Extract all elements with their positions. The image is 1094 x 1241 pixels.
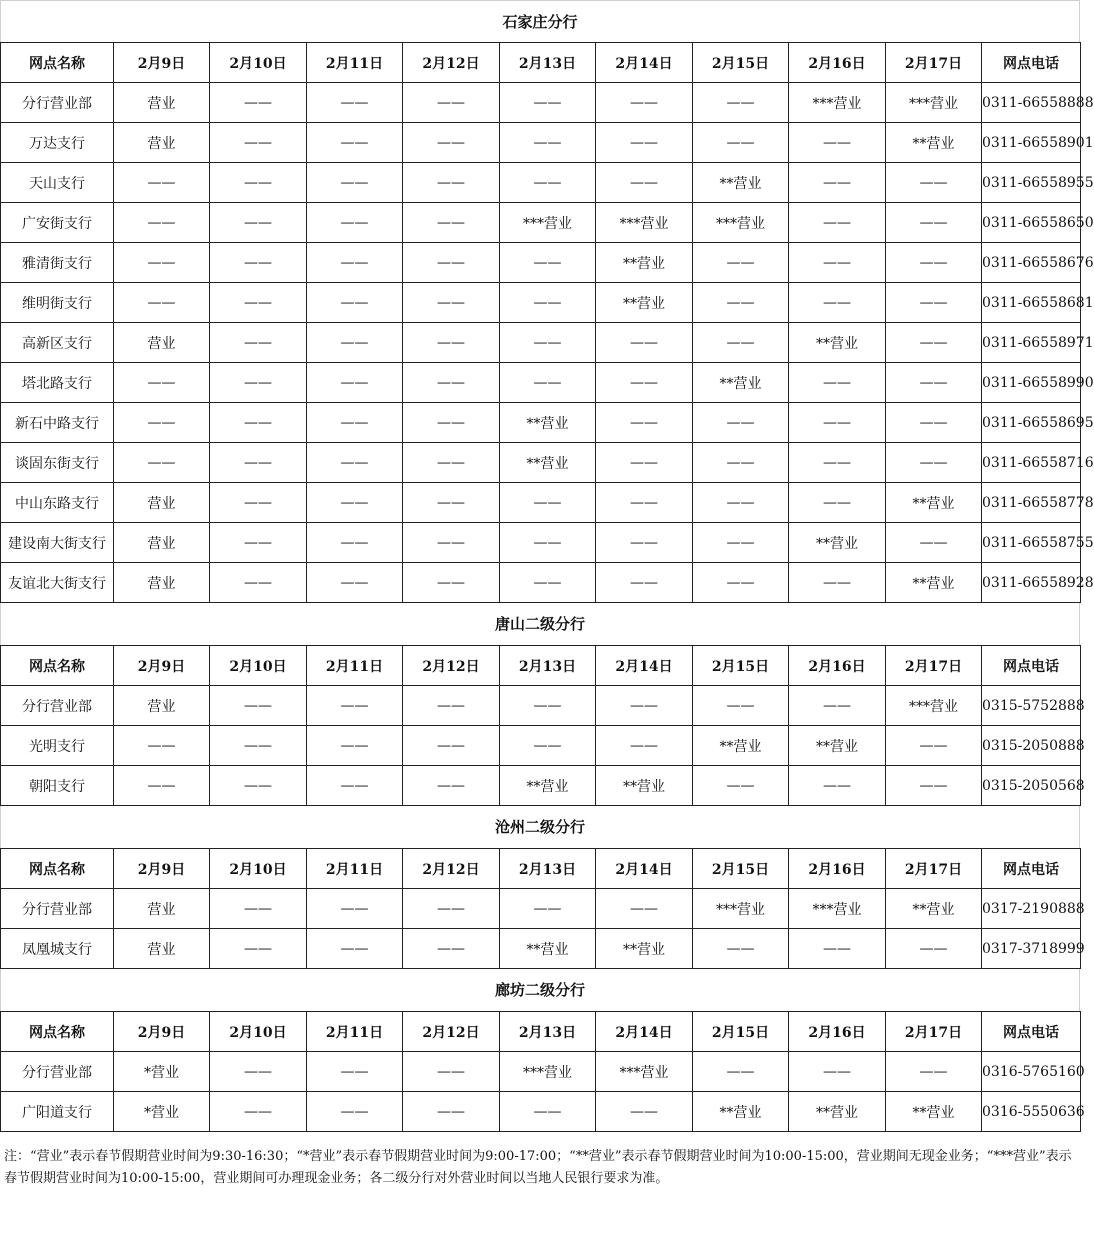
status-cell: —— — [114, 443, 210, 483]
branch-name-cell: 谈固东街支行 — [1, 443, 114, 483]
status-cell: —— — [307, 766, 403, 806]
column-header: 2月15日 — [693, 43, 789, 83]
status-cell: —— — [596, 523, 693, 563]
branch-name-cell: 万达支行 — [1, 123, 114, 163]
status-cell: —— — [693, 283, 789, 323]
phone-cell: 0315-5752888 — [982, 686, 1081, 726]
branch-name-cell: 凤凰城支行 — [1, 929, 114, 969]
status-cell: —— — [789, 766, 886, 806]
status-cell: —— — [789, 483, 886, 523]
status-cell: —— — [500, 243, 596, 283]
status-cell: —— — [403, 726, 500, 766]
status-cell: —— — [210, 523, 307, 563]
status-cell: —— — [596, 1092, 693, 1132]
column-header: 2月11日 — [307, 43, 403, 83]
status-cell: —— — [403, 443, 500, 483]
status-cell: —— — [693, 243, 789, 283]
branch-name-cell: 中山东路支行 — [1, 483, 114, 523]
status-cell: —— — [596, 363, 693, 403]
branch-name-cell: 分行营业部 — [1, 1052, 114, 1092]
status-cell: —— — [114, 726, 210, 766]
status-cell: —— — [693, 563, 789, 603]
column-header: 2月11日 — [307, 646, 403, 686]
status-cell: —— — [403, 323, 500, 363]
phone-cell: 0317-2190888 — [982, 889, 1081, 929]
status-cell: —— — [210, 766, 307, 806]
section-title: 沧州二级分行 — [0, 806, 1080, 848]
schedule-table — [0, 848, 1085, 969]
status-cell: —— — [114, 203, 210, 243]
status-cell: —— — [789, 283, 886, 323]
status-cell: —— — [596, 686, 693, 726]
status-cell: —— — [693, 483, 789, 523]
status-cell: —— — [886, 523, 982, 563]
phone-cell: 0315-2050568 — [982, 766, 1081, 806]
status-cell: —— — [500, 1092, 596, 1132]
status-cell: —— — [500, 123, 596, 163]
status-cell: —— — [114, 403, 210, 443]
status-cell: —— — [210, 1092, 307, 1132]
status-cell: —— — [693, 123, 789, 163]
table-row — [1, 443, 1081, 483]
column-header: 2月10日 — [210, 646, 307, 686]
column-header: 网点名称 — [1, 849, 114, 889]
status-cell: —— — [789, 123, 886, 163]
status-cell: **营业 — [596, 766, 693, 806]
status-cell: **营业 — [596, 929, 693, 969]
status-cell: —— — [403, 123, 500, 163]
status-cell: —— — [210, 83, 307, 123]
branch-name-cell: 分行营业部 — [1, 83, 114, 123]
table-row — [1, 483, 1081, 523]
table-row — [1, 1052, 1081, 1092]
status-cell: ***营业 — [789, 83, 886, 123]
status-cell: —— — [789, 403, 886, 443]
schedule-table — [0, 645, 1085, 806]
status-cell: *营业 — [114, 1052, 210, 1092]
phone-cell: 0311-66558676 — [982, 243, 1081, 283]
table-row — [1, 1092, 1081, 1132]
status-cell: —— — [403, 1052, 500, 1092]
section-title: 廊坊二级分行 — [0, 969, 1080, 1011]
column-header: 2月9日 — [114, 646, 210, 686]
status-cell: **营业 — [693, 363, 789, 403]
phone-cell: 0311-66558681 — [982, 283, 1081, 323]
phone-cell: 0317-3718999 — [982, 929, 1081, 969]
branch-name-cell: 塔北路支行 — [1, 363, 114, 403]
status-cell: —— — [886, 1052, 982, 1092]
column-header: 2月9日 — [114, 1012, 210, 1052]
table-row — [1, 323, 1081, 363]
status-cell: —— — [886, 243, 982, 283]
status-cell: **营业 — [500, 443, 596, 483]
status-cell: —— — [210, 283, 307, 323]
column-header: 2月17日 — [886, 43, 982, 83]
status-cell: —— — [886, 726, 982, 766]
status-cell: —— — [307, 1052, 403, 1092]
table-row — [1, 363, 1081, 403]
status-cell: —— — [403, 163, 500, 203]
status-cell: **营业 — [789, 323, 886, 363]
status-cell: —— — [500, 726, 596, 766]
status-cell: —— — [403, 929, 500, 969]
branch-name-cell: 友谊北大街支行 — [1, 563, 114, 603]
column-header: 2月10日 — [210, 43, 307, 83]
column-header: 网点名称 — [1, 1012, 114, 1052]
column-header: 2月14日 — [596, 43, 693, 83]
table-row — [1, 283, 1081, 323]
column-header: 网点名称 — [1, 646, 114, 686]
phone-cell: 0311-66558888 — [982, 83, 1081, 123]
column-header: 2月14日 — [596, 646, 693, 686]
status-cell: —— — [210, 363, 307, 403]
status-cell: —— — [307, 323, 403, 363]
status-cell: —— — [403, 1092, 500, 1132]
status-cell: —— — [596, 123, 693, 163]
status-cell: —— — [500, 889, 596, 929]
table-row — [1, 726, 1081, 766]
phone-cell: 0316-5765160 — [982, 1052, 1081, 1092]
status-cell: —— — [307, 889, 403, 929]
phone-cell: 0311-66558928 — [982, 563, 1081, 603]
schedule-table — [0, 1011, 1085, 1132]
phone-cell: 0311-66558755 — [982, 523, 1081, 563]
status-cell: —— — [693, 686, 789, 726]
status-cell: —— — [307, 483, 403, 523]
status-cell: 营业 — [114, 83, 210, 123]
status-cell: **营业 — [789, 1092, 886, 1132]
column-header: 2月10日 — [210, 1012, 307, 1052]
status-cell: —— — [500, 483, 596, 523]
table-row — [1, 203, 1081, 243]
status-cell: ***营业 — [693, 889, 789, 929]
phone-cell: 0311-66558990 — [982, 363, 1081, 403]
status-cell: —— — [500, 83, 596, 123]
column-header: 网点电话 — [982, 1012, 1081, 1052]
status-cell: ***营业 — [886, 83, 982, 123]
column-header: 2月13日 — [500, 43, 596, 83]
status-cell: —— — [210, 163, 307, 203]
column-header: 2月9日 — [114, 849, 210, 889]
status-cell: **营业 — [596, 243, 693, 283]
status-cell: —— — [210, 929, 307, 969]
status-cell: —— — [789, 363, 886, 403]
status-cell: ***营业 — [693, 203, 789, 243]
status-cell: —— — [596, 163, 693, 203]
status-cell: ***营业 — [500, 203, 596, 243]
column-header: 2月15日 — [693, 646, 789, 686]
status-cell: 营业 — [114, 523, 210, 563]
status-cell: —— — [886, 403, 982, 443]
status-cell: —— — [886, 283, 982, 323]
status-cell: **营业 — [789, 523, 886, 563]
status-cell: —— — [403, 283, 500, 323]
status-cell: —— — [403, 686, 500, 726]
table-row — [1, 83, 1081, 123]
status-cell: —— — [500, 523, 596, 563]
column-header: 2月12日 — [403, 646, 500, 686]
status-cell: —— — [114, 766, 210, 806]
status-cell: **营业 — [500, 403, 596, 443]
status-cell: —— — [596, 83, 693, 123]
phone-cell: 0311-66558901 — [982, 123, 1081, 163]
status-cell: —— — [596, 323, 693, 363]
column-header: 网点名称 — [1, 43, 114, 83]
status-cell: —— — [307, 163, 403, 203]
status-cell: ***营业 — [596, 1052, 693, 1092]
status-cell: **营业 — [596, 283, 693, 323]
status-cell: —— — [307, 203, 403, 243]
status-cell: —— — [886, 203, 982, 243]
column-header: 网点电话 — [982, 849, 1081, 889]
status-cell: —— — [210, 686, 307, 726]
table-row — [1, 686, 1081, 726]
status-cell: —— — [307, 123, 403, 163]
status-cell: —— — [307, 243, 403, 283]
phone-cell: 0311-66558778 — [982, 483, 1081, 523]
column-header: 2月11日 — [307, 849, 403, 889]
status-cell: —— — [789, 203, 886, 243]
status-cell: —— — [886, 766, 982, 806]
status-cell: —— — [596, 726, 693, 766]
table-row — [1, 889, 1081, 929]
status-cell: —— — [693, 523, 789, 563]
status-cell: —— — [307, 363, 403, 403]
status-cell: —— — [403, 523, 500, 563]
status-cell: —— — [114, 243, 210, 283]
status-cell: **营业 — [789, 726, 886, 766]
status-cell: —— — [693, 403, 789, 443]
phone-cell: 0311-66558650 — [982, 203, 1081, 243]
status-cell: **营业 — [886, 123, 982, 163]
branch-name-cell: 高新区支行 — [1, 323, 114, 363]
status-cell: —— — [886, 363, 982, 403]
status-cell: —— — [307, 929, 403, 969]
status-cell: **营业 — [886, 889, 982, 929]
column-header: 2月12日 — [403, 1012, 500, 1052]
branch-name-cell: 维明街支行 — [1, 283, 114, 323]
table-row — [1, 929, 1081, 969]
column-header: 2月17日 — [886, 646, 982, 686]
branch-name-cell: 新石中路支行 — [1, 403, 114, 443]
status-cell: —— — [596, 563, 693, 603]
column-header: 网点电话 — [982, 43, 1081, 83]
status-cell: **营业 — [693, 1092, 789, 1132]
table-row — [1, 243, 1081, 283]
status-cell: —— — [789, 163, 886, 203]
status-cell: —— — [210, 403, 307, 443]
status-cell: 营业 — [114, 123, 210, 163]
status-cell: —— — [596, 483, 693, 523]
phone-cell: 0311-66558716 — [982, 443, 1081, 483]
status-cell: —— — [789, 929, 886, 969]
branch-name-cell: 光明支行 — [1, 726, 114, 766]
status-cell: **营业 — [693, 163, 789, 203]
table-row — [1, 563, 1081, 603]
status-cell: —— — [500, 163, 596, 203]
status-cell: —— — [886, 323, 982, 363]
phone-cell: 0315-2050888 — [982, 726, 1081, 766]
status-cell: 营业 — [114, 686, 210, 726]
status-cell: —— — [596, 443, 693, 483]
branch-name-cell: 天山支行 — [1, 163, 114, 203]
column-header: 2月16日 — [789, 43, 886, 83]
column-header: 2月11日 — [307, 1012, 403, 1052]
status-cell: **营业 — [886, 563, 982, 603]
table-row — [1, 123, 1081, 163]
column-header: 2月16日 — [789, 1012, 886, 1052]
status-cell: —— — [789, 243, 886, 283]
status-cell: —— — [114, 163, 210, 203]
column-header: 2月15日 — [693, 1012, 789, 1052]
phone-cell: 0311-66558695 — [982, 403, 1081, 443]
status-cell: —— — [210, 203, 307, 243]
status-cell: —— — [500, 363, 596, 403]
column-header: 网点电话 — [982, 646, 1081, 686]
status-cell: *营业 — [114, 1092, 210, 1132]
branch-name-cell: 分行营业部 — [1, 686, 114, 726]
table-header-row — [1, 43, 1081, 83]
status-cell: —— — [210, 889, 307, 929]
status-cell: —— — [307, 726, 403, 766]
table-header-row — [1, 849, 1081, 889]
status-cell: 营业 — [114, 323, 210, 363]
status-cell: —— — [500, 563, 596, 603]
status-cell: ***营业 — [789, 889, 886, 929]
status-cell: —— — [210, 563, 307, 603]
status-cell: —— — [307, 83, 403, 123]
branch-name-cell: 朝阳支行 — [1, 766, 114, 806]
status-cell: —— — [886, 443, 982, 483]
schedule-table — [0, 42, 1094, 603]
status-cell: —— — [403, 363, 500, 403]
phone-cell: 0311-66558955 — [982, 163, 1081, 203]
status-cell: ***营业 — [596, 203, 693, 243]
table-row — [1, 163, 1081, 203]
branch-name-cell: 雅清街支行 — [1, 243, 114, 283]
footnote: 注：“营业”表示春节假期营业时间为9:30-16:30；“*营业”表示春节假期营业时间为9:00-17:00；“**营业”表示春节假期营业时间为10:00-15:00，营业期间无现金业务；“***营业”表示春节假期营业时间为10:00-15:00，营业期间可办理现金业务；各二级分行对外营业时间以当地人民银行要求为准。 — [4, 1149, 1072, 1186]
status-cell: —— — [210, 1052, 307, 1092]
status-cell: **营业 — [500, 766, 596, 806]
status-cell: —— — [307, 523, 403, 563]
status-cell: —— — [500, 686, 596, 726]
status-cell: 营业 — [114, 563, 210, 603]
status-cell: —— — [886, 163, 982, 203]
column-header: 2月10日 — [210, 849, 307, 889]
column-header: 2月13日 — [500, 1012, 596, 1052]
column-header: 2月12日 — [403, 849, 500, 889]
column-header: 2月9日 — [114, 43, 210, 83]
status-cell: —— — [403, 889, 500, 929]
status-cell: —— — [307, 563, 403, 603]
status-cell: —— — [307, 686, 403, 726]
status-cell: —— — [693, 766, 789, 806]
column-header: 2月16日 — [789, 849, 886, 889]
status-cell: —— — [596, 403, 693, 443]
status-cell: —— — [403, 403, 500, 443]
table-row — [1, 523, 1081, 563]
branch-name-cell: 分行营业部 — [1, 889, 114, 929]
status-cell: —— — [307, 403, 403, 443]
status-cell: —— — [500, 283, 596, 323]
status-cell: ***营业 — [886, 686, 982, 726]
column-header: 2月12日 — [403, 43, 500, 83]
status-cell: —— — [114, 363, 210, 403]
section-title: 唐山二级分行 — [0, 603, 1080, 645]
table-header-row — [1, 646, 1081, 686]
column-header: 2月17日 — [886, 1012, 982, 1052]
status-cell: —— — [500, 323, 596, 363]
status-cell: **营业 — [693, 726, 789, 766]
status-cell: 营业 — [114, 483, 210, 523]
status-cell: —— — [789, 563, 886, 603]
branch-name-cell: 广安街支行 — [1, 203, 114, 243]
column-header: 2月13日 — [500, 646, 596, 686]
status-cell: —— — [789, 686, 886, 726]
table-row — [1, 766, 1081, 806]
status-cell: —— — [210, 123, 307, 163]
status-cell: —— — [886, 929, 982, 969]
status-cell: —— — [693, 929, 789, 969]
status-cell: 营业 — [114, 929, 210, 969]
table-header-row — [1, 1012, 1081, 1052]
phone-cell: 0311-66558971 — [982, 323, 1081, 363]
status-cell: **营业 — [886, 1092, 982, 1132]
column-header: 2月15日 — [693, 849, 789, 889]
column-header: 2月16日 — [789, 646, 886, 686]
status-cell: —— — [210, 323, 307, 363]
section-title: 石家庄分行 — [0, 0, 1080, 42]
phone-cell: 0316-5550636 — [982, 1092, 1081, 1132]
status-cell: —— — [596, 889, 693, 929]
column-header: 2月13日 — [500, 849, 596, 889]
status-cell: —— — [403, 483, 500, 523]
column-header: 2月17日 — [886, 849, 982, 889]
status-cell: —— — [403, 203, 500, 243]
table-row — [1, 403, 1081, 443]
status-cell: —— — [403, 766, 500, 806]
status-cell: —— — [307, 1092, 403, 1132]
status-cell: —— — [403, 243, 500, 283]
status-cell: **营业 — [886, 483, 982, 523]
status-cell: —— — [789, 1052, 886, 1092]
status-cell: —— — [693, 323, 789, 363]
status-cell: 营业 — [114, 889, 210, 929]
status-cell: —— — [789, 443, 886, 483]
branch-name-cell: 广阳道支行 — [1, 1092, 114, 1132]
status-cell: —— — [693, 83, 789, 123]
status-cell: —— — [307, 443, 403, 483]
status-cell: **营业 — [500, 929, 596, 969]
status-cell: —— — [693, 443, 789, 483]
status-cell: —— — [307, 283, 403, 323]
column-header: 2月14日 — [596, 849, 693, 889]
status-cell: —— — [403, 563, 500, 603]
status-cell: —— — [210, 243, 307, 283]
status-cell: —— — [114, 283, 210, 323]
status-cell: ***营业 — [500, 1052, 596, 1092]
status-cell: —— — [210, 483, 307, 523]
status-cell: —— — [693, 1052, 789, 1092]
status-cell: —— — [403, 83, 500, 123]
status-cell: —— — [210, 726, 307, 766]
column-header: 2月14日 — [596, 1012, 693, 1052]
status-cell: —— — [210, 443, 307, 483]
branch-name-cell: 建设南大街支行 — [1, 523, 114, 563]
